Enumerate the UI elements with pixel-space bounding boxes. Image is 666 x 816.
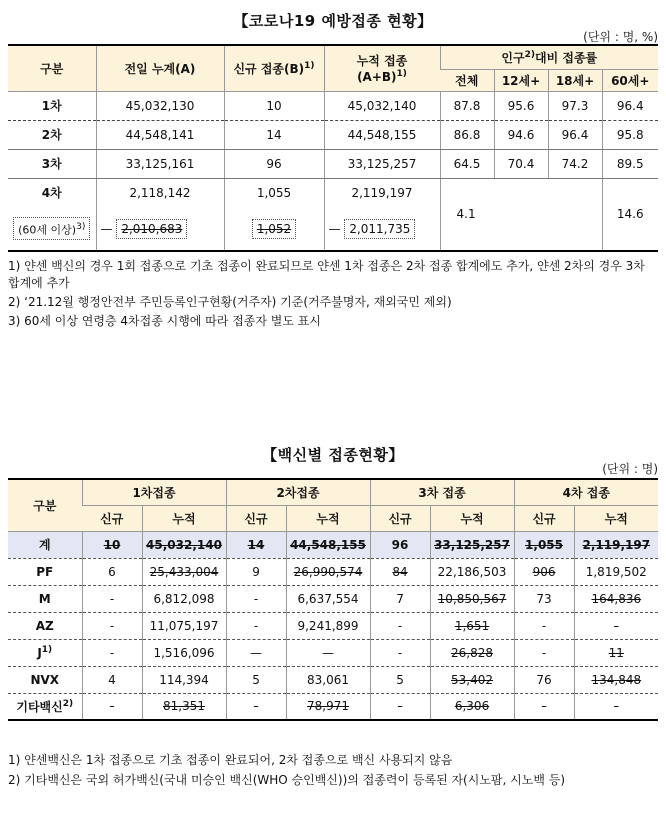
cell: 9	[226, 558, 286, 585]
cell: -	[82, 585, 142, 612]
cell: 78,971	[286, 693, 370, 720]
cell-rate-total: 4.1	[440, 178, 602, 251]
cell: 6	[82, 558, 142, 585]
header-new: 신규	[370, 505, 430, 531]
row-label: 기타백신$^{2)}$	[8, 693, 82, 720]
table-row	[8, 558, 658, 585]
cell-prev: 2,118,142	[96, 178, 224, 207]
cell-rate-18: 96.4	[548, 120, 602, 149]
cell: 1,055	[514, 531, 574, 558]
cell: -	[514, 693, 574, 720]
cell: 53,402	[430, 666, 514, 693]
cell: 10	[82, 531, 142, 558]
cell: 6,812,098	[142, 585, 226, 612]
cell-cum: 2,119,197	[324, 178, 440, 207]
header-rate-12plus: 12세+	[494, 69, 548, 91]
cell: 9,241,899	[286, 612, 370, 639]
cell: 1,516,096	[142, 639, 226, 666]
cell: 164,836	[574, 585, 658, 612]
header-rate-total: 전체	[440, 69, 494, 91]
table-row	[8, 693, 658, 720]
table-row	[8, 91, 658, 120]
subrow-label: (60세 이상)$^{3)}$	[8, 207, 96, 251]
cell: 6,306	[430, 693, 514, 720]
cell: 14	[226, 531, 286, 558]
cell: -	[226, 693, 286, 720]
cell-new: 1,055	[224, 178, 324, 207]
cell-cum: 44,548,155	[324, 120, 440, 149]
header-cumulative: 누적 접종 $(A+B)^{1)}$	[324, 45, 440, 91]
section1-notes	[8, 258, 658, 330]
cell-sub-new: 1,052	[224, 207, 324, 251]
cell-rate-60: 14.6	[602, 178, 658, 251]
cell: -	[574, 612, 658, 639]
table-row	[8, 612, 658, 639]
header-cum: 누적	[286, 505, 370, 531]
cell: 44,548,155	[286, 531, 370, 558]
cell-rate-total: 64.5	[440, 149, 494, 178]
cell: 73	[514, 585, 574, 612]
cell: 5	[226, 666, 286, 693]
cell: 96	[370, 531, 430, 558]
header-new: 신규	[82, 505, 142, 531]
cell: 45,032,140	[142, 531, 226, 558]
cell-new: 14	[224, 120, 324, 149]
header-category: 구분	[8, 45, 96, 91]
cell-rate-12: 95.6	[494, 91, 548, 120]
cell: -	[514, 639, 574, 666]
table-row-total	[8, 531, 658, 558]
cell-rate-12: 94.6	[494, 120, 548, 149]
table-row	[8, 149, 658, 178]
row-label: 1차	[8, 91, 96, 120]
header-rate: 인구$^{2)}$대비 접종률	[440, 45, 658, 69]
note-1: 1) 얀센백신은 1차 접종으로 기초 접종이 완료되어, 2차 접종으로 백신 사용되지 않음	[8, 753, 453, 767]
cell: -	[226, 612, 286, 639]
section1-title: 【코로나19 예방접종 현황】	[233, 12, 433, 30]
vaccination-status-table	[8, 44, 658, 252]
cell: -	[82, 612, 142, 639]
cell-prev: 33,125,161	[96, 149, 224, 178]
cell-prev: 45,032,130	[96, 91, 224, 120]
cell: 10,850,567	[430, 585, 514, 612]
cell: 5	[370, 666, 430, 693]
cell-prev: 44,548,141	[96, 120, 224, 149]
cell: 7	[370, 585, 430, 612]
cell: 1,651	[430, 612, 514, 639]
cell-sub-cum: — 2,011,735	[324, 207, 440, 251]
section2-unit: (단위 : 명)	[602, 462, 658, 476]
cell: -	[82, 693, 142, 720]
cell-rate-18: 74.2	[548, 149, 602, 178]
row-label: $J^{1)}$	[8, 639, 82, 666]
row-label: 계	[8, 531, 82, 558]
cell: 6,637,554	[286, 585, 370, 612]
header-dose4: 4차 접종	[514, 479, 658, 505]
table-row	[8, 178, 658, 207]
cell-cum: 45,032,140	[324, 91, 440, 120]
row-label: 4차	[41, 186, 62, 201]
cell-cum: 33,125,257	[324, 149, 440, 178]
cell: -	[370, 612, 430, 639]
note-2: 2) 기타백신은 국외 허가백신(국내 미승인 백신(WHO 승인백신))의 접종력이 등록된 자(시노팜, 시노백 등)	[8, 773, 566, 787]
cell-rate-60: 95.8	[602, 120, 658, 149]
cell: 84	[370, 558, 430, 585]
cell-rate-12: 70.4	[494, 149, 548, 178]
cell: 2,119,197	[574, 531, 658, 558]
row-label: AZ	[8, 612, 82, 639]
cell: 25,433,004	[142, 558, 226, 585]
cell: 11,075,197	[142, 612, 226, 639]
cell-new: 96	[224, 149, 324, 178]
header-prev-total: 전일 누계(A)	[96, 45, 224, 91]
cell: —	[286, 639, 370, 666]
cell-sub-prev: — 2,010,683	[96, 207, 224, 251]
cell-rate-18: 97.3	[548, 91, 602, 120]
cell-new: 10	[224, 91, 324, 120]
cell: -	[82, 639, 142, 666]
cell: 33,125,257	[430, 531, 514, 558]
cell: 906	[514, 558, 574, 585]
section1-unit: (단위 : 명, %)	[583, 30, 658, 44]
header-rate-60plus: 60세+	[602, 69, 658, 91]
note-3: 3) 60세 이상 연령층 4차접종 시행에 따라 접종자 별도 표시	[8, 314, 321, 328]
cell: 22,186,503	[430, 558, 514, 585]
row-label: M	[8, 585, 82, 612]
table-row	[8, 585, 658, 612]
cell-rate-total: 87.8	[440, 91, 494, 120]
header-cum: 누적	[430, 505, 514, 531]
cell: 26,990,574	[286, 558, 370, 585]
header-rate-18plus: 18세+	[548, 69, 602, 91]
cell: 83,061	[286, 666, 370, 693]
header-dose2: 2차접종	[226, 479, 370, 505]
header-dose1: 1차접종	[82, 479, 226, 505]
note-2: 2) ‘21.12월 행정안전부 주민등록인구현황(거주자) 기준(거주불명자, 재외국민 제외)	[8, 295, 452, 309]
header-new: 신규	[226, 505, 286, 531]
cell-rate-60: 89.5	[602, 149, 658, 178]
section2-title: 【백신별 접종현황】	[262, 446, 404, 464]
cell: —	[226, 639, 286, 666]
vaccine-type-table	[8, 478, 658, 721]
header-new: 신규 접종$(B)^{1)}$	[224, 45, 324, 91]
header-category: 구분	[8, 479, 82, 531]
cell: -	[514, 612, 574, 639]
cell: 1,819,502	[574, 558, 658, 585]
row-label: PF	[8, 558, 82, 585]
cell-rate-60: 96.4	[602, 91, 658, 120]
cell: 76	[514, 666, 574, 693]
table-row	[8, 120, 658, 149]
table-row	[8, 639, 658, 666]
cell: -	[370, 639, 430, 666]
cell: 11	[574, 639, 658, 666]
cell: -	[226, 585, 286, 612]
row-label: 2차	[8, 120, 96, 149]
row-label: NVX	[8, 666, 82, 693]
cell: 81,351	[142, 693, 226, 720]
note-1: 1) 얀센 백신의 경우 1회 접종으로 기초 접종이 완료되므로 얀센 1차 접종은 2차 접종 합계에도 추가, 얀센 2차의 경우 3차 합계에 추가	[8, 259, 645, 290]
cell: -	[574, 693, 658, 720]
section2-notes	[8, 752, 658, 789]
table-row	[8, 666, 658, 693]
header-dose3: 3차 접종	[370, 479, 514, 505]
cell: 4	[82, 666, 142, 693]
row-label: 3차	[8, 149, 96, 178]
header-cum: 누적	[142, 505, 226, 531]
cell: 114,394	[142, 666, 226, 693]
cell: -	[370, 693, 430, 720]
cell: 26,828	[430, 639, 514, 666]
header-cum: 누적	[574, 505, 658, 531]
header-new: 신규	[514, 505, 574, 531]
cell: 134,848	[574, 666, 658, 693]
cell-rate-total: 86.8	[440, 120, 494, 149]
